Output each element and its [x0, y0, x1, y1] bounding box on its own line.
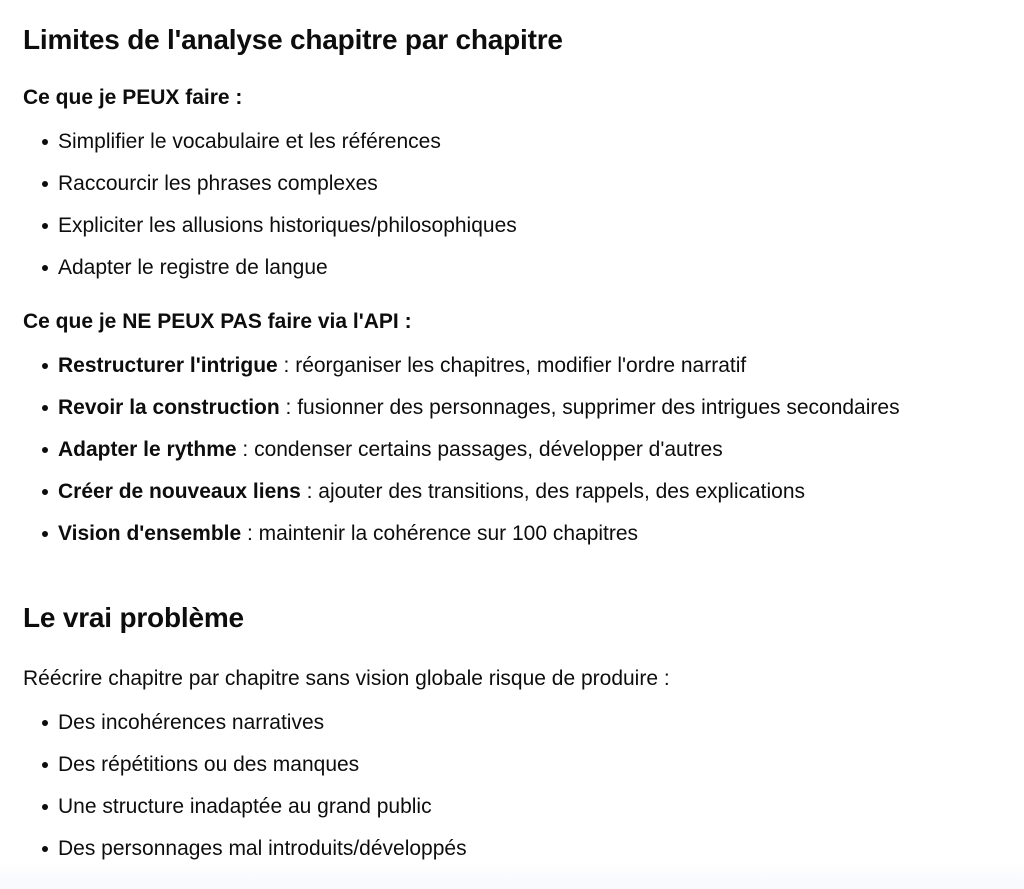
can-do-heading: Ce que je PEUX faire :: [23, 86, 243, 109]
list-item: [23, 435, 1000, 464]
list-item: [23, 211, 1000, 240]
cannot-do-list: [23, 351, 1000, 548]
list-item: [23, 169, 1000, 198]
list-item: [23, 834, 1000, 863]
list-item-label: Expliciter les allusions historiques/philosophiques: [58, 214, 517, 237]
list-item: [23, 127, 1000, 156]
list-item-label: Des personnages mal introduits/développés: [58, 837, 467, 860]
bullet-dot-icon: [42, 489, 48, 495]
bullet-dot-icon: [42, 846, 48, 852]
real-problem-heading: Le vrai problème: [23, 602, 244, 633]
bullet-dot-icon: [42, 265, 48, 271]
list-item-description: : réorganiser les chapitres, modifier l'ordre narratif: [277, 354, 747, 377]
list-item-label: Des incohérences narratives: [58, 711, 325, 734]
bullet-dot-icon: [42, 223, 48, 229]
list-item-label: Simplifier le vocabulaire et les références: [58, 130, 441, 153]
bottom-fade: [0, 863, 1024, 889]
bullet-dot-icon: [42, 804, 48, 810]
list-item-term: Adapter le rythme: [58, 438, 237, 461]
list-item: [23, 708, 1000, 737]
list-item-description: : ajouter des transitions, des rappels, des explications: [300, 480, 806, 503]
cannot-do-heading: Ce que je NE PEUX PAS faire via l'API :: [23, 310, 412, 333]
list-item: [23, 750, 1000, 779]
list-item-label: Raccourcir les phrases complexes: [58, 172, 378, 195]
bullet-dot-icon: [42, 139, 48, 145]
list-item-label: Des répétitions ou des manques: [58, 753, 360, 776]
bullet-dot-icon: [42, 363, 48, 369]
list-item-label: Adapter le registre de langue: [58, 256, 328, 279]
list-item-description: : fusionner des personnages, supprimer des intrigues secondaires: [279, 396, 900, 419]
bullet-dot-icon: [42, 720, 48, 726]
real-problem-intro: Réécrire chapitre par chapitre sans vision globale risque de produire :: [23, 667, 670, 690]
list-item: [23, 792, 1000, 821]
list-item: [23, 351, 1000, 380]
list-item-term: Restructurer l'intrigue: [58, 354, 278, 377]
list-item: [23, 477, 1000, 506]
can-do-list: [23, 127, 1000, 282]
bullet-dot-icon: [42, 181, 48, 187]
page-title: Limites de l'analyse chapitre par chapitre: [23, 24, 563, 55]
list-item-label: Une structure inadaptée au grand public: [58, 795, 432, 818]
list-item-term: Vision d'ensemble: [58, 522, 242, 545]
list-item-description: : maintenir la cohérence sur 100 chapitres: [241, 522, 639, 545]
list-item: [23, 253, 1000, 282]
bullet-dot-icon: [42, 447, 48, 453]
list-item-description: : condenser certains passages, développer d'autres: [236, 438, 723, 461]
list-item-term: Revoir la construction: [58, 396, 280, 419]
real-problem-list: [23, 708, 1000, 863]
list-item: [23, 519, 1000, 548]
bullet-dot-icon: [42, 405, 48, 411]
bullet-dot-icon: [42, 762, 48, 768]
list-item-term: Créer de nouveaux liens: [58, 480, 301, 503]
list-item: [23, 393, 1000, 422]
bullet-dot-icon: [42, 531, 48, 537]
